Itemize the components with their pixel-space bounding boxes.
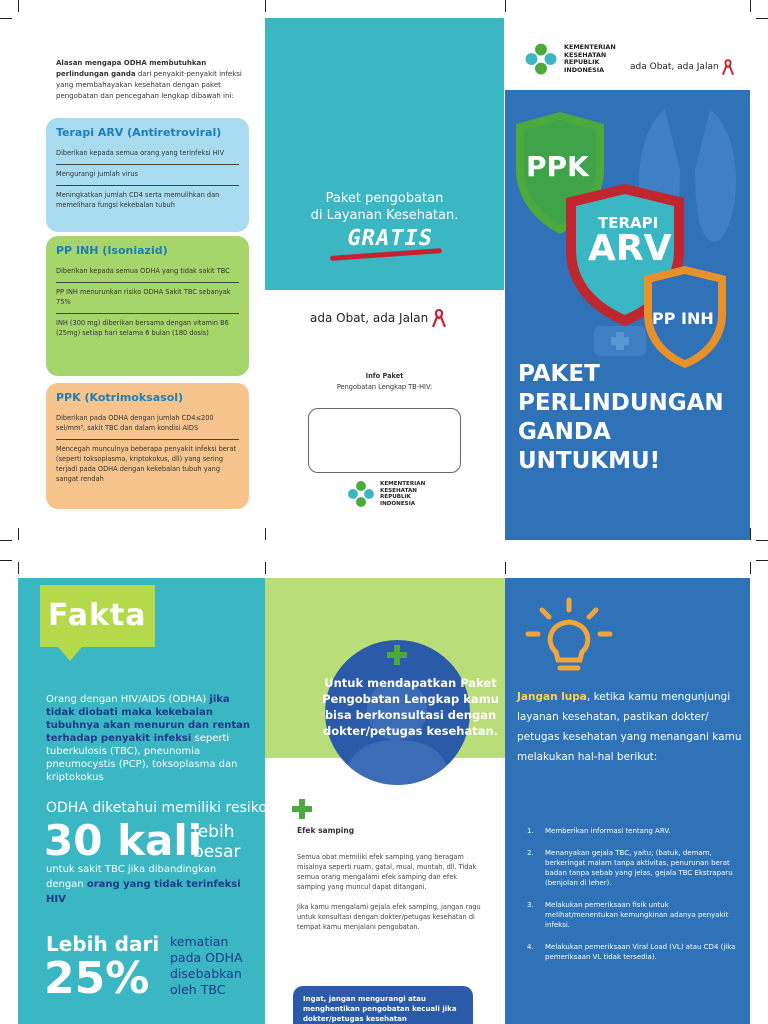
trim-mark [750, 562, 751, 574]
trim-mark [18, 528, 19, 540]
kemenkes-leaf-icon [345, 478, 377, 510]
fakta-highlight: jika tidak diobati maka kekebalan tubuhnya akan menurun dan rentan terhadap penyakit infeksi [46, 694, 250, 744]
card-row: Diberikan kepada semua orang yang terinfeksi HIV [56, 144, 239, 165]
card-row: Mencegah munculnya beberapa penyakit infeksi berat (seperti toksoplasma, kriptokokus, dll) yang sering terjadi pada ODHA dengan kekebalan tubuh yang sangat rendah [56, 445, 237, 483]
info-paket-subtitle: Pengobatan Lengkap TB-HIV: [336, 383, 433, 391]
card-row: Meningkatkan jumlah CD4 serta memulihkan dan memelihara fungsi kekebalan tubuh [56, 191, 220, 209]
trim-mark [505, 0, 506, 12]
tagline-text: ada Obat, ada Jalan [630, 62, 719, 72]
lightbulb-icon [522, 596, 617, 676]
logo-text: REPUBLIK [564, 58, 600, 66]
logo-text: INDONESIA [380, 500, 416, 507]
trim-mark [756, 540, 768, 541]
gratis-text: GRATIS [345, 226, 435, 251]
besar-text: besar [193, 842, 241, 862]
fakta-text: Orang dengan HIV/AIDS (ODHA) [46, 694, 207, 705]
kematian-line: pada ODHA [170, 950, 243, 965]
plus-icon [290, 797, 314, 821]
headline-line: PERLINDUNGAN [518, 390, 724, 416]
intro-bold: Alasan mengapa ODHA membutuhkan perlindungan ganda [56, 59, 207, 78]
trim-mark [265, 0, 266, 12]
jangan-lupa-bold: Jangan lupa [517, 691, 587, 703]
odha-risk-text: ODHA diketahui memiliki resiko [46, 800, 267, 816]
trim-mark [756, 560, 768, 561]
lebih-besar [193, 822, 241, 862]
kemenkes-logo [522, 40, 616, 78]
kematian-line: kematian [170, 934, 229, 949]
info-paket-box[interactable] [308, 408, 461, 473]
headline-line: GANDA [518, 419, 611, 445]
fakta-paragraph-1 [46, 693, 256, 784]
fakta-title: Fakta [48, 598, 147, 633]
fakta-badge-tip [58, 647, 82, 661]
trim-mark [750, 0, 751, 12]
intro-rest: dari penyakit-penyakit infeksi yang membahayakan kesehatan dengan paket pengobatan dan pencegahan lengkap dibawah ini: [56, 70, 242, 100]
efek-paragraph: Jika kamu mengalami gejala efek samping, jangan ragu untuk konsultasi dengan dokter/petugas kesehatan di tempat kamu menjalani pengobatan. [297, 903, 481, 931]
card-pp-inh [46, 236, 249, 376]
pp-inh-label: PP INH [652, 309, 714, 328]
step-text: Melakukan pemeriksaan fisik untuk melihat/menentukan kemungkinan adanya penyakit infeksi. [545, 901, 729, 929]
jangan-lupa-text [517, 687, 742, 767]
step-number: 3. [527, 901, 534, 909]
headline-line: UNTUKMU! [518, 448, 661, 474]
steps-list [527, 826, 737, 974]
trim-mark [750, 528, 751, 540]
step-number: 2. [527, 849, 534, 857]
list-item [527, 848, 737, 888]
big-number-30: 30 kali [44, 816, 203, 865]
list-item [527, 900, 737, 930]
headline-line: PAKET [518, 361, 600, 387]
tagline-mid [310, 308, 446, 328]
trim-mark [18, 0, 19, 12]
card-row: Diberikan kepada semua ODHA yang tidak sakit TBC [56, 262, 239, 283]
kematian-line: disebabkan [170, 966, 242, 981]
red-ribbon-icon [432, 308, 446, 328]
terapi-label: TERAPI [598, 214, 659, 232]
logo-text: REPUBLIK [380, 494, 412, 500]
trim-mark [18, 562, 19, 574]
logo-text: KESEHATAN [380, 487, 417, 494]
logo-text: KEMENTERIAN [380, 481, 426, 487]
logo-text: KESEHATAN [564, 50, 607, 59]
kemenkes-leaf-icon [522, 40, 560, 78]
consult-text: Untuk mendapatkan Paket Pengobatan Lengkap kamu bisa berkonsultasi dengan dokter/petugas kesehatan. [322, 676, 499, 738]
fakta-text: untuk sakit TBC jika dibandingkan dengan [46, 864, 217, 890]
efek-paragraph: Semua obat memiliki efek samping yang beragam misalnya seperti ruam, gatal, mual, muntah, dll. Tidak semua orang mengalami efek samping dan efek samping yang muncul dapat ditangani. [297, 853, 477, 891]
step-text: Menanyakan gejala TBC, yaitu; (batuk, demam, berkeringat malam tanpa aktivitas, penurunan berat badan tanpa sebab yang jelas, gejala TBC Ekstraparu (benjolan di leher). [545, 849, 733, 887]
card-row: Mengurangi jumlah virus [56, 165, 239, 186]
card-row: PP INH menurunkan risiko ODHA Sakit TBC sebanyak 75% [56, 283, 239, 314]
card-row: Diberikan pada ODHA dengan jumlah CD4≤200 sel/mm³, sakit TBC dan dalam kondisi AIDS [56, 409, 239, 440]
card-title: PPK (Kotrimoksasol) [56, 391, 184, 404]
kemenkes-logo-small [345, 478, 425, 510]
step-text: Melakukan pemeriksaan Viral Load (VL) atau CD4 (jika pemeriksaan VL tidak tersedia). [545, 943, 736, 961]
fakta-paragraph-2 [46, 862, 256, 907]
fakta-text: seperti tuberkulosis (TBC), pneunomia pneumocystis (PCP), toksoplasma dan kriptokokus [46, 733, 238, 783]
card-terapi-arv [46, 118, 249, 232]
cover-headline [518, 360, 748, 476]
trim-mark [0, 540, 12, 541]
step-text: Memberikan informasi tentang ARV. [545, 827, 671, 835]
paket-title [265, 190, 504, 224]
red-ribbon-icon [722, 58, 734, 76]
kematian-text [170, 934, 243, 998]
paket-title-line2: di Layanan Kesehatan. [310, 208, 459, 223]
logo-text: INDONESIA [564, 65, 605, 74]
trim-mark [0, 560, 12, 561]
card-title: PP INH (Isoniazid) [56, 244, 168, 257]
efek-samping-title: Efek samping [297, 826, 355, 835]
paket-title-line1: Paket pengobatan [325, 191, 444, 206]
card-row: INH (300 mg) diberikan bersama dengan vitamin B6 (25mg) setiap hari selama 6 bulan (180 dosis) [56, 319, 229, 337]
card-ppk [46, 383, 249, 509]
list-item [527, 826, 737, 836]
arv-label: ARV [588, 228, 672, 269]
efek-samping-body [297, 852, 482, 932]
info-paket-title: Info Paket [365, 372, 404, 380]
ingat-callout: Ingat, jangan mengurangi atau menghentikan pengobatan kecuali jika dokter/petugas kesehatan [293, 986, 473, 1024]
list-item [527, 942, 737, 962]
tagline-top [630, 58, 734, 76]
trim-mark [505, 562, 506, 574]
kematian-line: oleh TBC [170, 982, 226, 997]
trim-mark [265, 528, 266, 540]
ppk-label: PPK [526, 150, 589, 183]
logo-text: KEMENTERIAN [564, 43, 616, 51]
jangan-lupa-rest: , ketika kamu mengunjungi layanan kesehatan, pastikan dokter/ petugas kesehatan yang menangani kamu melakukan hal-hal berikut: [517, 691, 742, 763]
fakta-highlight: orang yang tidak terinfeksi HIV [46, 879, 241, 905]
tagline-text: ada Obat, ada Jalan [310, 311, 429, 325]
lebih-text: lebih [193, 822, 235, 842]
trim-mark [0, 18, 12, 19]
big-number-25: 25% [44, 953, 150, 1004]
step-number: 4. [527, 943, 534, 951]
intro-text [56, 58, 246, 102]
lebih-dari-text: Lebih dari [46, 932, 160, 956]
card-title: Terapi ARV (Antiretroviral) [56, 126, 222, 139]
trim-mark [756, 18, 768, 19]
step-number: 1. [527, 827, 534, 835]
trim-mark [265, 562, 266, 574]
